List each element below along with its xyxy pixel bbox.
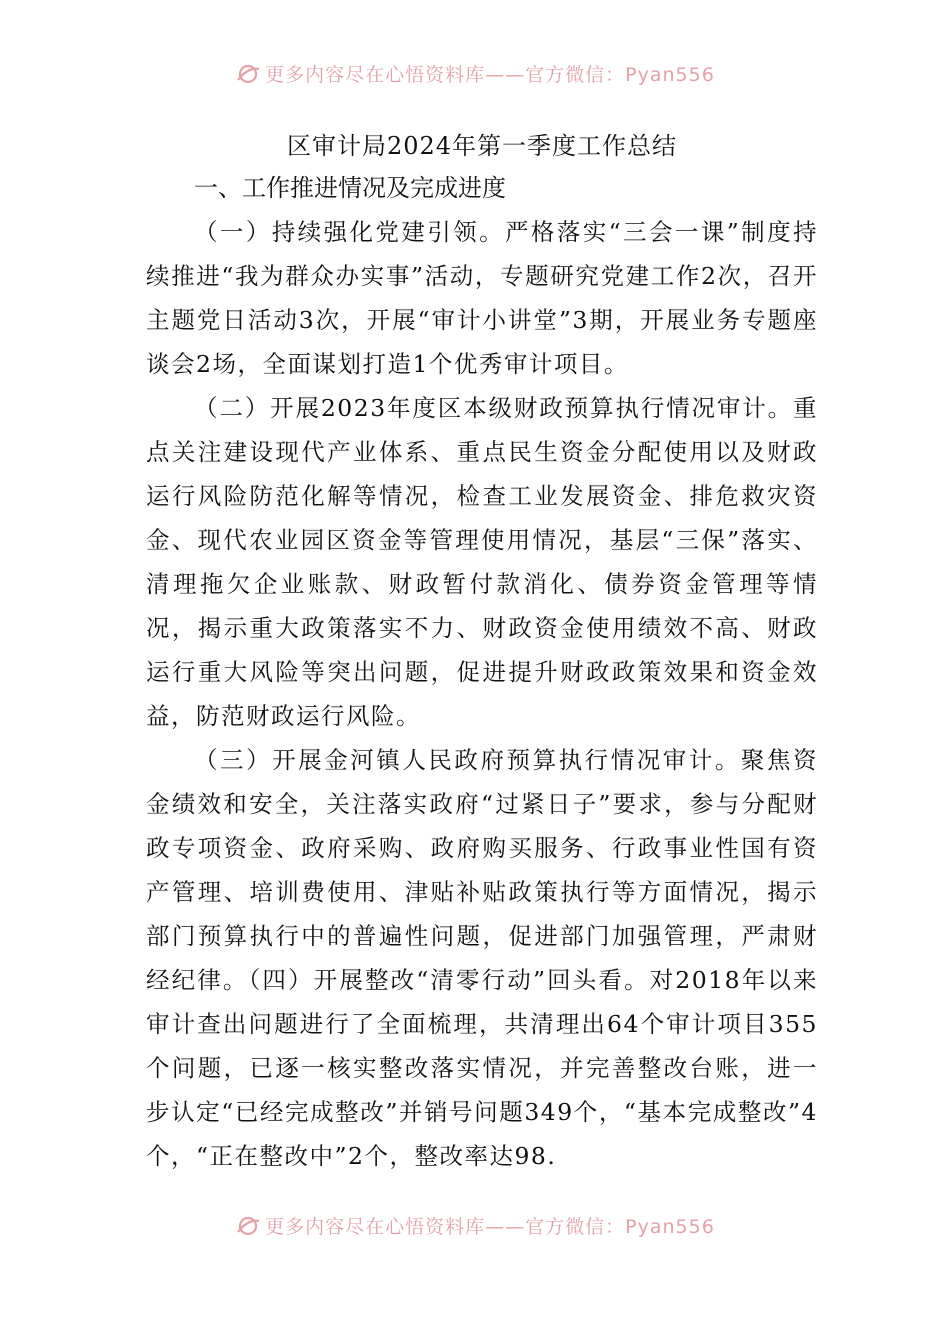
watermark-logo-icon <box>235 63 261 85</box>
watermark-logo-icon <box>235 1215 261 1237</box>
paragraph-budget-audit: （二）开展2023年度区本级财政预算执行情况审计。重点关注建设现代产业体系、重点民生资金分配使用以及财政运行风险防范化解等情况，检查工业发展资金、排危救灾资金、现代农业园区资金等管理使用情况，基层“三保”落实、清理拖欠企业账款、财政暂付款消化、债券资金管理等情况，揭示重大政策落实不力、财政资金使用绩效不高、财政运行重大风险等突出问题，促进提升财政政策效果和资金效益，防范财政运行风险。 <box>146 394 818 730</box>
watermark-text: 更多内容尽在心悟资料库——官方微信：Pyan556 <box>265 1216 715 1238</box>
document-body <box>146 128 818 1178</box>
watermark-footer <box>0 1212 950 1239</box>
watermark-text: 更多内容尽在心悟资料库——官方微信：Pyan556 <box>265 64 715 86</box>
watermark-header <box>0 60 950 87</box>
paragraph-jinhe-audit: （三）开展金河镇人民政府预算执行情况审计。聚焦资金绩效和安全，关注落实政府“过紧日子”要求，参与分配财政专项资金、政府采购、政府购买服务、行政事业性国有资产管理、培训费使用、津贴补贴政策执行等方面情况，揭示部门预算执行中的普遍性问题，促进部门加强管理，严肃财经纪律。（四）开展整改“清零行动”回头看。对2018年以来审计查出问题进行了全面梳理，共清理出64个审计项目355个问题，已逐一核实整改落实情况，并完善整改台账，进一步认定“已经完成整改”并销号问题349个，“基本完成整改”4个，“正在整改中”2个，整改率达98. <box>146 746 818 1170</box>
section-heading: 一、工作推进情况及完成进度 <box>194 174 506 202</box>
document-title: 区审计局2024年第一季度工作总结 <box>286 132 678 160</box>
paragraph-party-building: （一）持续强化党建引领。严格落实“三会一课”制度持续推进“我为群众办实事”活动，专题研究党建工作2次，召开主题党日活动3次，开展“审计小讲堂”3期，开展业务专题座谈会2场，全面谋划打造1个优秀审计项目。 <box>146 218 818 378</box>
